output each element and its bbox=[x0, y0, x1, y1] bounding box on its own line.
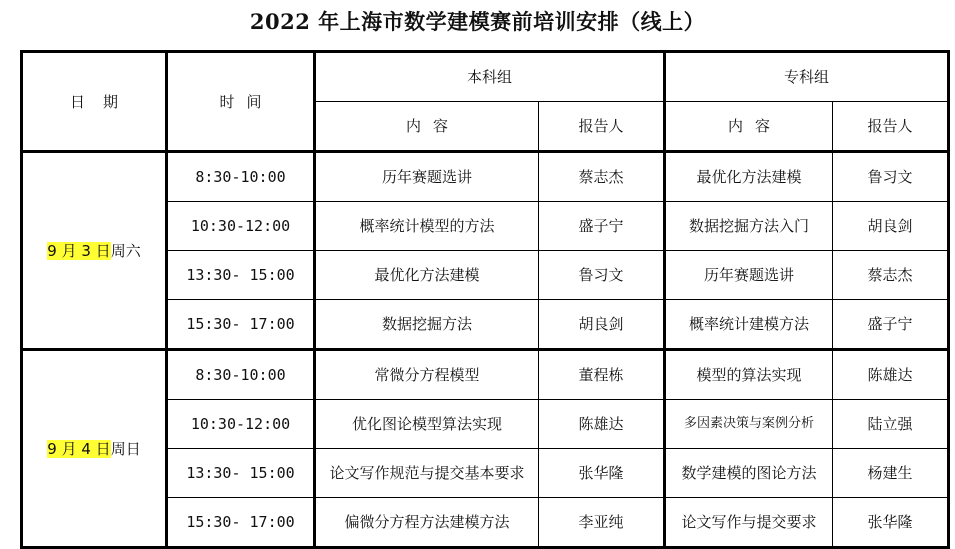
a-speaker-cell: 蔡志杰 bbox=[539, 152, 665, 202]
a-speaker-cell: 陈雄达 bbox=[539, 400, 665, 449]
header-a-speaker: 报告人 bbox=[539, 102, 665, 152]
a-content-cell: 偏微分方程方法建模方法 bbox=[315, 498, 539, 548]
header-group-b: 专科组 bbox=[665, 52, 949, 102]
b-content-cell: 概率统计建模方法 bbox=[665, 300, 833, 350]
a-speaker-cell: 鲁习文 bbox=[539, 251, 665, 300]
a-content-cell: 最优化方法建模 bbox=[315, 251, 539, 300]
header-group-a: 本科组 bbox=[315, 52, 665, 102]
b-content-cell: 历年赛题选讲 bbox=[665, 251, 833, 300]
b-content-cell: 最优化方法建模 bbox=[665, 152, 833, 202]
b-speaker-cell: 盛子宁 bbox=[833, 300, 949, 350]
b-content-cell: 模型的算法实现 bbox=[665, 350, 833, 400]
a-speaker-cell: 李亚纯 bbox=[539, 498, 665, 548]
time-cell: 13:30- 15:00 bbox=[167, 449, 315, 498]
b-content-cell: 论文写作与提交要求 bbox=[665, 498, 833, 548]
date-cell-day1 bbox=[22, 152, 167, 350]
b-speaker-cell: 张华隆 bbox=[833, 498, 949, 548]
weekday: 周六 bbox=[110, 241, 141, 260]
b-speaker-cell: 胡良剑 bbox=[833, 202, 949, 251]
time-cell: 10:30-12:00 bbox=[167, 400, 315, 449]
a-speaker-cell: 董程栋 bbox=[539, 350, 665, 400]
b-content-cell: 数据挖掘方法入门 bbox=[665, 202, 833, 251]
date-cell-day2 bbox=[22, 350, 167, 548]
a-content-cell: 历年赛题选讲 bbox=[315, 152, 539, 202]
b-speaker-cell: 陆立强 bbox=[833, 400, 949, 449]
header-b-content: 内容 bbox=[665, 102, 833, 152]
schedule-table bbox=[20, 50, 950, 549]
a-content-cell: 概率统计模型的方法 bbox=[315, 202, 539, 251]
weekday: 周日 bbox=[110, 439, 141, 458]
header-time: 时间 bbox=[167, 52, 315, 152]
table-row bbox=[22, 152, 949, 202]
a-speaker-cell: 胡良剑 bbox=[539, 300, 665, 350]
time-cell: 13:30- 15:00 bbox=[167, 251, 315, 300]
date-highlight: 9 月 4 日 bbox=[47, 439, 111, 458]
header-date: 日期 bbox=[22, 52, 167, 152]
b-content-cell: 多因素决策与案例分析 bbox=[665, 400, 833, 449]
a-speaker-cell: 盛子宁 bbox=[539, 202, 665, 251]
b-speaker-cell: 陈雄达 bbox=[833, 350, 949, 400]
a-content-cell: 数据挖掘方法 bbox=[315, 300, 539, 350]
header-row-groups bbox=[22, 52, 949, 102]
a-content-cell: 论文写作规范与提交基本要求 bbox=[315, 449, 539, 498]
page-title: 2022 年上海市数学建模赛前培训安排（线上） bbox=[249, 9, 706, 34]
time-cell: 8:30-10:00 bbox=[167, 350, 315, 400]
a-content-cell: 优化图论模型算法实现 bbox=[315, 400, 539, 449]
b-speaker-cell: 蔡志杰 bbox=[833, 251, 949, 300]
time-cell: 10:30-12:00 bbox=[167, 202, 315, 251]
a-speaker-cell: 张华隆 bbox=[539, 449, 665, 498]
header-a-content: 内容 bbox=[315, 102, 539, 152]
a-content-cell: 常微分方程模型 bbox=[315, 350, 539, 400]
b-content-cell: 数学建模的图论方法 bbox=[665, 449, 833, 498]
b-speaker-cell: 杨建生 bbox=[833, 449, 949, 498]
time-cell: 15:30- 17:00 bbox=[167, 498, 315, 548]
date-highlight: 9 月 3 日 bbox=[47, 241, 111, 260]
header-b-speaker: 报告人 bbox=[833, 102, 949, 152]
time-cell: 15:30- 17:00 bbox=[167, 300, 315, 350]
b-speaker-cell: 鲁习文 bbox=[833, 152, 949, 202]
time-cell: 8:30-10:00 bbox=[167, 152, 315, 202]
table-row bbox=[22, 350, 949, 400]
